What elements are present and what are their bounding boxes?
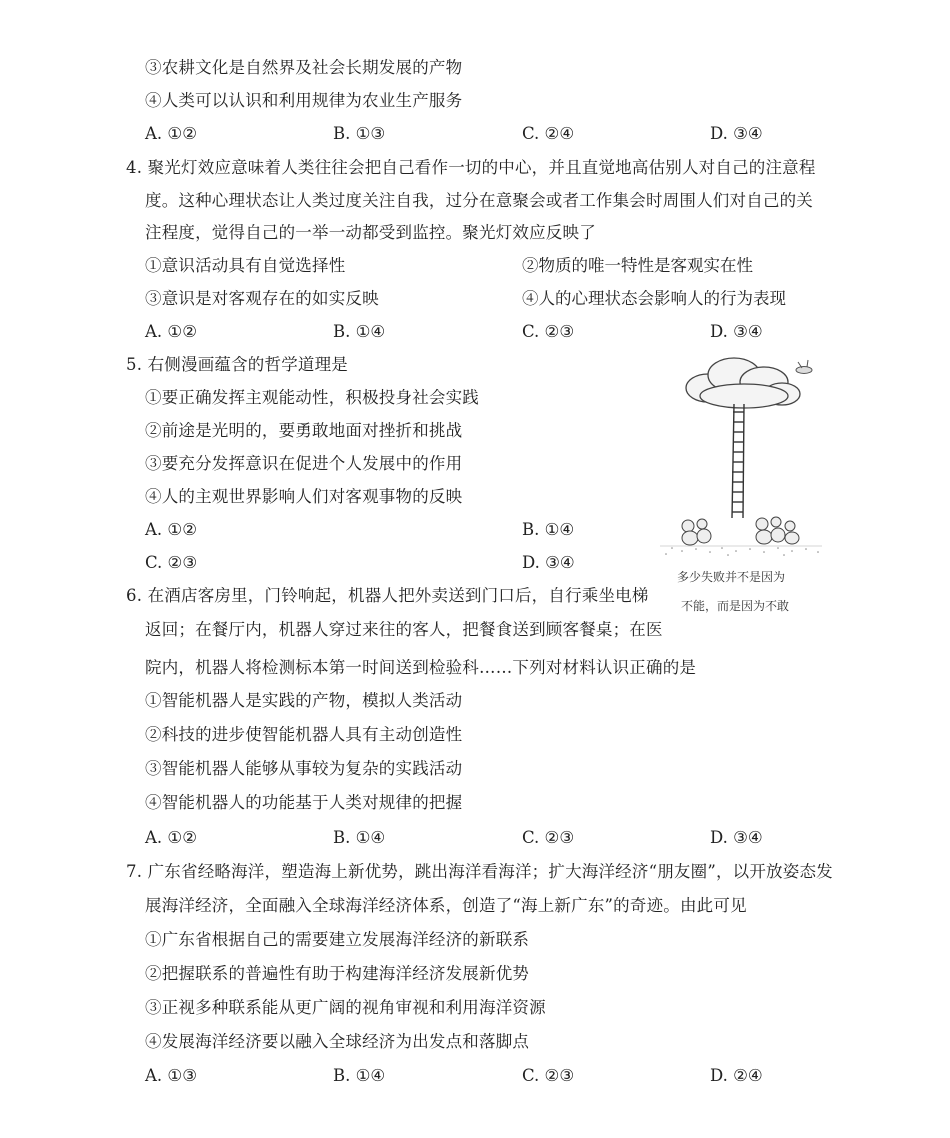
q3-option-d[interactable]: D. ③④ bbox=[710, 124, 763, 143]
q6-item-2: ②科技的进步使智能机器人具有主动创造性 bbox=[145, 725, 463, 744]
q5-item-1: ①要正确发挥主观能动性，积极投身社会实践 bbox=[145, 388, 479, 407]
q4-item-3: ③意识是对客观存在的如实反映 bbox=[145, 289, 379, 308]
q6-option-d[interactable]: D. ③④ bbox=[710, 828, 763, 847]
q7-item-3: ③正视多种联系能从更广阔的视角审视和利用海洋资源 bbox=[145, 998, 546, 1017]
q4-option-b[interactable]: B. ①④ bbox=[333, 322, 386, 341]
q3-option-a[interactable]: A. ①② bbox=[145, 124, 197, 143]
q6-option-c[interactable]: C. ②③ bbox=[522, 828, 575, 847]
q4-stem-line-2: 度。这种心理状态让人类过度关注自我，过分在意聚会或者工作集会时周围人们对自己的关 bbox=[145, 191, 813, 210]
cloud-ladder-icon bbox=[652, 348, 828, 563]
q7-option-d[interactable]: D. ②④ bbox=[710, 1066, 763, 1085]
comic-caption-line-2: 不能，而是因为不敢 bbox=[681, 599, 790, 613]
q3-item-3: ③农耕文化是自然界及社会长期发展的产物 bbox=[145, 58, 463, 77]
q7-item-2: ②把握联系的普遍性有助于构建海洋经济发展新优势 bbox=[145, 964, 530, 983]
q7-option-c[interactable]: C. ②③ bbox=[522, 1066, 575, 1085]
q4-stem-line-3: 注程度，觉得自己的一举一动都受到监控。聚光灯效应反映了 bbox=[145, 223, 596, 242]
q6-stem-line-1: 6. 在酒店客房里，门铃响起，机器人把外卖送到门口后，自行乘坐电梯 bbox=[126, 586, 649, 605]
q6-item-3: ③智能机器人能够从事较为复杂的实践活动 bbox=[145, 759, 463, 778]
q5-option-c[interactable]: C. ②③ bbox=[145, 553, 198, 572]
q4-item-2: ②物质的唯一特性是客观实在性 bbox=[522, 256, 753, 275]
comic-illustration bbox=[652, 348, 828, 563]
q7-stem-line-2: 展海洋经济，全面融入全球海洋经济体系，创造了“海上新广东”的奇迹。由此可见 bbox=[145, 896, 747, 915]
q5-option-b[interactable]: B. ①④ bbox=[522, 520, 575, 539]
q7-option-a[interactable]: A. ①③ bbox=[145, 1066, 197, 1085]
q7-item-4: ④发展海洋经济要以融入全球经济为出发点和落脚点 bbox=[145, 1032, 530, 1051]
q4-option-c[interactable]: C. ②③ bbox=[522, 322, 575, 341]
q6-item-4: ④智能机器人的功能基于人类对规律的把握 bbox=[145, 793, 463, 812]
q5-option-d[interactable]: D. ③④ bbox=[522, 553, 575, 572]
q6-stem-line-3: 院内，机器人将检测标本第一时间送到检验科……下列对材料认识正确的是 bbox=[145, 658, 697, 677]
q4-stem-line-1: 4. 聚光灯效应意味着人类往往会把自己看作一切的中心，并且直觉地高估别人对自己的注意程 bbox=[126, 158, 816, 177]
q6-option-b[interactable]: B. ①④ bbox=[333, 828, 386, 847]
q7-item-1: ①广东省根据自己的需要建立发展海洋经济的新联系 bbox=[145, 930, 530, 949]
q4-item-4: ④人的心理状态会影响人的行为表现 bbox=[522, 289, 786, 308]
q6-item-1: ①智能机器人是实践的产物，模拟人类活动 bbox=[145, 691, 463, 710]
q7-option-b[interactable]: B. ①④ bbox=[333, 1066, 386, 1085]
q5-item-3: ③要充分发挥意识在促进个人发展中的作用 bbox=[145, 454, 463, 473]
q5-option-a[interactable]: A. ①② bbox=[145, 520, 197, 539]
q5-stem: 5. 右侧漫画蕴含的哲学道理是 bbox=[126, 355, 348, 374]
q7-stem-line-1: 7. 广东省经略海洋，塑造海上新优势，跳出海洋看海洋；扩大海洋经济“朋友圈”，以开放姿态发 bbox=[126, 862, 833, 881]
q4-item-1: ①意识活动具有自觉选择性 bbox=[145, 256, 346, 275]
comic-caption-line-1: 多少失败并不是因为 bbox=[677, 570, 786, 584]
q6-stem-line-2: 返回；在餐厅内，机器人穿过来往的客人，把餐食送到顾客餐桌；在医 bbox=[145, 620, 663, 639]
q4-option-a[interactable]: A. ①② bbox=[145, 322, 197, 341]
q3-item-4: ④人类可以认识和利用规律为农业生产服务 bbox=[145, 91, 463, 110]
q5-item-4: ④人的主观世界影响人们对客观事物的反映 bbox=[145, 487, 463, 506]
q6-option-a[interactable]: A. ①② bbox=[145, 828, 197, 847]
q5-item-2: ②前途是光明的，要勇敢地面对挫折和挑战 bbox=[145, 421, 463, 440]
q4-option-d[interactable]: D. ③④ bbox=[710, 322, 763, 341]
q3-option-b[interactable]: B. ①③ bbox=[333, 124, 386, 143]
q3-option-c[interactable]: C. ②④ bbox=[522, 124, 575, 143]
